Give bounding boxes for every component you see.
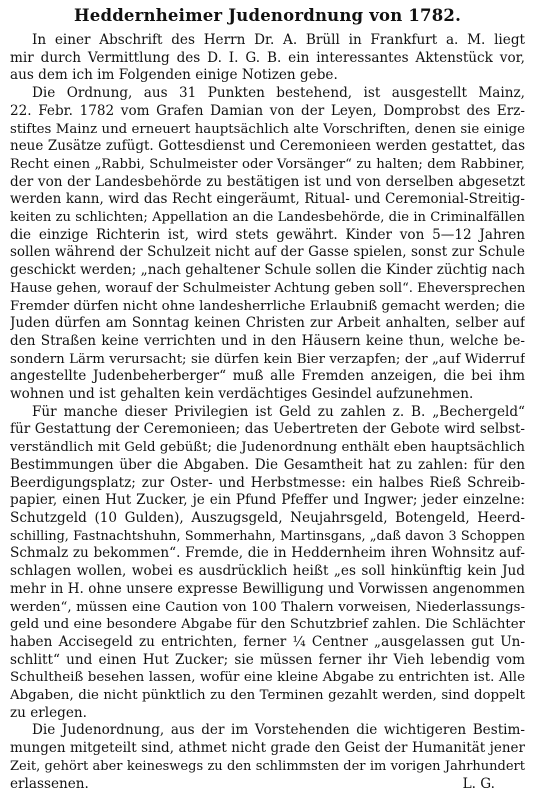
text-line: Zeit, gehört aber keineswegs zu den schlimmsten der im vorigen Jahrhundert bbox=[10, 758, 525, 774]
text-line: wohnen und ist gehalten kein verdächtiges Gesindel aufzunehmen. bbox=[10, 386, 474, 403]
text-line: sondern Lärm verursacht; sie dürfen kein Bier verzapfen; der „auf Widerruf bbox=[10, 351, 525, 367]
text-line: Die Judenordnung, aus der im Vorstehenden die wichtigeren Bestim- bbox=[32, 722, 525, 739]
text-line: stiftes Mainz und erneuert hauptsächlich alte Vorschriften, denen sie einige bbox=[10, 121, 525, 137]
text-line: den Straßen keine verrichten und in den Häusern keine thun, welche be- bbox=[10, 332, 525, 349]
text-line: schlitt“ und einen Hut Zucker; sie müssen ferner ihr Vieh lebendig vom bbox=[10, 651, 525, 668]
text-line: schlagen wollen, wobei es ausdrücklich heißt „es soll hinkünftig kein Jud bbox=[10, 563, 525, 580]
text-line: mehr in H. ohne unsere expresse Bewilligung und Vorwissen angenommen bbox=[10, 580, 525, 597]
paragraph-3 bbox=[10, 404, 525, 723]
text-line: Fremder dürfen nicht ohne landesherrliche Erlaubniß gemacht werden; die bbox=[10, 298, 525, 314]
text-line: In einer Abschrift des Herrn Dr. A. Brüll in Frankfurt a. M. liegt bbox=[32, 32, 525, 48]
text-line: erlassenen. bbox=[10, 775, 89, 792]
text-line: werden“, müssen eine Caution von 100 Thalern vorweisen, Niederlassungs- bbox=[10, 599, 525, 615]
text-line: geld und eine besondere Abgabe für den Schutzbrief zahlen. Die Schlächter bbox=[10, 617, 525, 633]
text-line: 22. Febr. 1782 vom Grafen Damian von der Leyen, Domprobst des Erz- bbox=[10, 102, 525, 119]
text-line: Hause gehen, worauf der Schulmeister Achtung geben soll“. Eheversprechen bbox=[10, 280, 525, 296]
text-line: Abgaben, die nicht pünktlich zu den Terminen gezahlt werden, sind doppelt bbox=[10, 688, 525, 704]
text-line: für Gestattung der Ceremonieen; das Uebertreten der Gebote wird selbst- bbox=[10, 421, 525, 438]
text-line: angestellte Judenbeherberger“ muß alle Fremden anzeigen, die bei ihm bbox=[10, 368, 525, 385]
text-line: sollen während der Schulzeit nicht auf der Gasse spielen, sonst zur Schule bbox=[10, 244, 525, 261]
text-line: die einzige Richterin ist, wird stets gewährt. Kinder von 5—12 Jahren bbox=[10, 226, 525, 243]
text-line: Die Ordnung, aus 31 Punkten bestehend, ist ausgestellt Mainz, bbox=[32, 85, 525, 102]
text-line: Juden dürfen am Sonntag keinen Christen zur Arbeit anhalten, selber auf bbox=[10, 315, 525, 332]
text-line: der von der Landesbehörde zu bestätigen ist und von derselben abgesetzt bbox=[10, 173, 525, 190]
text-line: geschickt werden; „nach gehaltener Schule sollen die Kinder züchtig nach bbox=[10, 262, 525, 279]
text-line: Schmalz zu bekommen“. Fremde, die in Heddernheim ihren Wohnsitz auf- bbox=[10, 545, 525, 562]
text-line: keiten zu schlichten; Appellation an die Landesbehörde, die in Criminalfällen bbox=[10, 210, 525, 226]
text-line: Schultheiß besehen lassen, wofür eine kleine Abgabe zu entrichten ist. Alle bbox=[10, 670, 525, 686]
text-line: zu erlegen. bbox=[10, 704, 87, 721]
author-signature: L. G. bbox=[462, 775, 495, 792]
text-line: mir durch Vermittlung des D. I. G. B. ein interessantes Aktenstück vor, bbox=[10, 49, 525, 66]
text-line: Schutzgeld (10 Gulden), Auszugsgeld, Neujahrsgeld, Botengeld, Heerd- bbox=[10, 509, 525, 526]
article-title: Heddernheimer Judenordnung von 1782. bbox=[73, 6, 462, 25]
text-line: aus dem ich im Folgenden einige Notizen gebe. bbox=[10, 67, 338, 84]
text-line: schilling, Fastnachtshuhn, Sommerhahn, Martinsgans, „daß davon 3 Schoppen bbox=[10, 528, 525, 544]
text-line: verständlich mit Geld gebüßt; die Judenordnung enthält eben hauptsächlich bbox=[10, 440, 525, 456]
text-line: papier, einen Hut Zucker, je ein Pfund Pfeffer und Ingwer; jeder einzelne: bbox=[10, 492, 525, 509]
text-line: mungen mitgeteilt sind, athmet nicht grade den Geist der Humanität jener bbox=[10, 740, 525, 757]
paragraph-2 bbox=[10, 85, 525, 404]
text-line: werden kann, wird das Recht eingeräumt, Ritual- und Ceremonial-Streitig- bbox=[10, 191, 525, 208]
text-line: neue Zusätze zufügt. Gottesdienst und Ceremonieen werden gestattet, das bbox=[10, 138, 525, 155]
text-line: Bestimmungen über die Abgaben. Die Gesamtheit hat zu zahlen: für den bbox=[10, 456, 525, 473]
paragraph-1 bbox=[10, 32, 525, 85]
text-line: Beerdigungsplatz; zur Oster- und Herbstmesse: ein halbes Rieß Schreib- bbox=[10, 474, 525, 491]
text-line: Für manche dieser Privilegien ist Geld zu zahlen z. B. „Bechergeld“ bbox=[32, 403, 525, 420]
paragraph-4 bbox=[10, 722, 525, 793]
text-line: Recht einen „Rabbi, Schulmeister oder Vorsänger“ zu halten; dem Rabbiner, bbox=[10, 156, 525, 172]
text-line: haben Accisegeld zu entrichten, ferner ¼ Centner „ausgelassen gut Un- bbox=[10, 633, 525, 650]
